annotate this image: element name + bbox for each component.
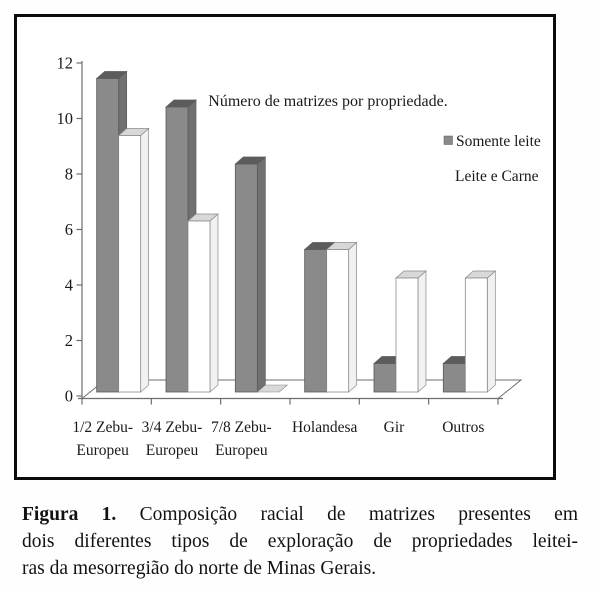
caption-line-1-text: Composição racial de matrizes presentes em	[139, 504, 578, 525]
x-category-label-3-4-zebu-europeu: 3/4 Zebu-	[141, 419, 203, 436]
caption-line-1	[22, 501, 578, 528]
y-tick-label: 6	[64, 220, 73, 239]
figure-caption	[22, 501, 578, 582]
y-tick-label: 4	[64, 275, 73, 295]
x-category-label-gir: Gir	[383, 419, 405, 436]
y-tick-label: 8	[64, 164, 73, 184]
x-category-label-1-2-zebu-europeu: Europeu	[76, 442, 129, 459]
x-category-label-3-4-zebu-europeu: Europeu	[145, 442, 199, 459]
x-category-label-outros: Outros	[442, 419, 485, 436]
x-category-label-7-8-zebu-europeu: Europeu	[215, 442, 268, 459]
chart-title: Número de matrizes por propriedade.	[208, 93, 448, 110]
caption-figure-label: Figura 1.	[22, 504, 117, 525]
legend-label-somente-leite: Somente leite	[456, 133, 541, 150]
x-category-label-holandesa: Holandesa	[291, 419, 358, 436]
y-tick-label: 10	[56, 109, 73, 128]
caption-line-3: ras da mesorregião do norte de Minas Gerais.	[22, 558, 377, 579]
caption-line-2: dois diferentes tipos de exploração de propriedades leitei-	[22, 531, 578, 552]
y-tick-label: 2	[64, 331, 73, 350]
x-category-label-7-8-zebu-europeu: 7/8 Zebu-	[210, 419, 272, 436]
legend-label-leite-e-carne: Leite e Carne	[455, 168, 539, 185]
figure-border-box	[14, 14, 556, 480]
y-tick-label: 12	[56, 53, 73, 73]
x-category-label-1-2-zebu-europeu: 1/2 Zebu-	[72, 419, 134, 436]
y-tick-label: 0	[64, 386, 73, 406]
